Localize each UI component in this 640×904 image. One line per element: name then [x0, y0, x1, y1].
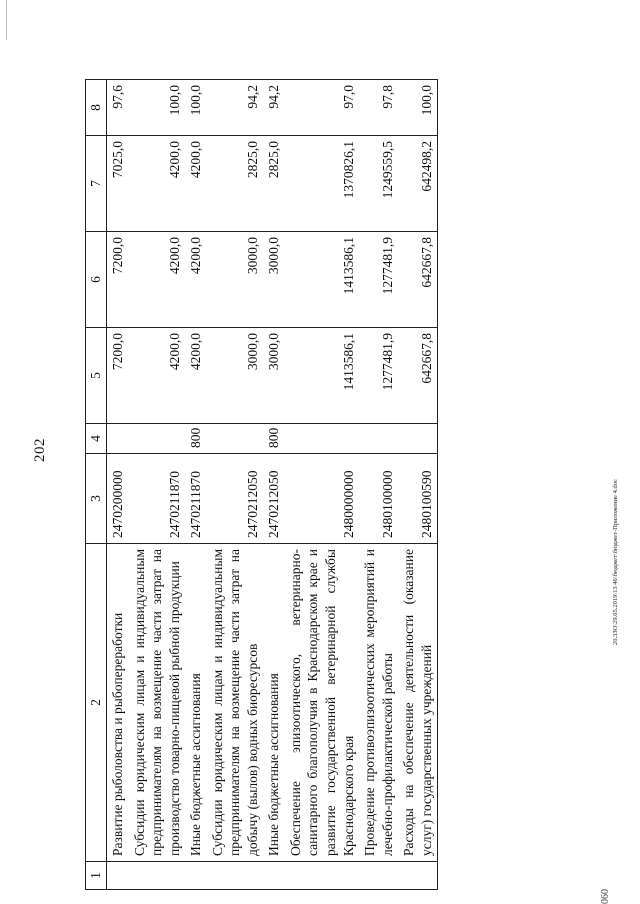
- code-cell: 2470211870: [185, 454, 207, 544]
- row-name-cell: Развитие рыболовства и рыбоперерaботки: [107, 544, 129, 862]
- approved-amount-cell: 1277481,9: [359, 328, 398, 424]
- code-cell: 2470212050: [207, 454, 264, 544]
- code-cell: 2480100590: [398, 454, 438, 544]
- row-name-cell: Субсидии юридическим лицам и индивидуальным предпринимателям на возмещение части затрат на добычу (вылов) водных биоресурсов: [207, 544, 264, 862]
- expense-type-cell: 800: [185, 424, 207, 454]
- code-cell: 2470212050: [263, 454, 285, 544]
- approved-amount-cell: 642667,8: [398, 328, 438, 424]
- column-header: 8: [86, 80, 107, 136]
- row-index-cell: [263, 862, 285, 890]
- column-header: 6: [86, 232, 107, 328]
- expense-type-cell: [207, 424, 264, 454]
- table-row: [107, 80, 129, 890]
- code-cell: 2470200000: [107, 454, 129, 544]
- page-number: 202: [32, 438, 48, 462]
- row-name-cell: Иные бюджетные ассигнования: [263, 544, 285, 862]
- executed-amount-cell: 4200,0: [129, 136, 186, 232]
- approved-amount-cell: 4200,0: [129, 328, 186, 424]
- column-header: 1: [86, 862, 107, 890]
- approved-amount-cell: 3000,0: [263, 328, 285, 424]
- percent-cell: 100,0: [398, 80, 438, 136]
- percent-cell: 97,8: [359, 80, 398, 136]
- row-name-cell: Проведение противоэпизоотических мероприятий и лечебно-профилактической работы: [359, 544, 398, 862]
- expense-type-cell: 800: [263, 424, 285, 454]
- table-row: [207, 80, 264, 890]
- table-row: [185, 80, 207, 890]
- code-cell: 2480000000: [285, 454, 359, 544]
- approved-amount-cell: 3000,0: [207, 328, 264, 424]
- expense-type-cell: [398, 424, 438, 454]
- code-cell: 2470211870: [129, 454, 186, 544]
- row-index-cell: [359, 862, 398, 890]
- executed-amount-cell: 1249559,5: [359, 136, 398, 232]
- refined-amount-cell: 3000,0: [263, 232, 285, 328]
- percent-cell: 94,2: [263, 80, 285, 136]
- expense-type-cell: [107, 424, 129, 454]
- refined-amount-cell: 4200,0: [129, 232, 186, 328]
- percent-cell: 97,6: [107, 80, 129, 136]
- header-row: [86, 80, 107, 890]
- budget-table: [85, 79, 438, 890]
- approved-amount-cell: 4200,0: [185, 328, 207, 424]
- percent-cell: 100,0: [185, 80, 207, 136]
- executed-amount-cell: 7025,0: [107, 136, 129, 232]
- table-row: [285, 80, 359, 890]
- footer-file-path: 20.3ЗО\29.05.2019\13 46\бюджет\бюджет-Приложение 4.doc: [612, 479, 619, 645]
- percent-cell: 97,0: [285, 80, 359, 136]
- refined-amount-cell: 1413586,1: [285, 232, 359, 328]
- column-header: 7: [86, 136, 107, 232]
- row-name-cell: Иные бюджетные ассигнования: [185, 544, 207, 862]
- row-index-cell: [107, 862, 129, 890]
- row-index-cell: [129, 862, 186, 890]
- row-name-cell: Расходы на обеспечение деятельности (оказание услуг) государственных учреждений: [398, 544, 438, 862]
- approved-amount-cell: 7200,0: [107, 328, 129, 424]
- column-header: 4: [86, 424, 107, 454]
- expense-type-cell: [285, 424, 359, 454]
- refined-amount-cell: 1277481,9: [359, 232, 398, 328]
- refined-amount-cell: 642667,8: [398, 232, 438, 328]
- corner-number: 060: [600, 889, 611, 904]
- executed-amount-cell: 642498,2: [398, 136, 438, 232]
- percent-cell: 94,2: [207, 80, 264, 136]
- refined-amount-cell: 4200,0: [185, 232, 207, 328]
- row-index-cell: [285, 862, 359, 890]
- expense-type-cell: [129, 424, 186, 454]
- column-header: 2: [86, 544, 107, 862]
- margin-line: [6, 0, 7, 40]
- table-row: [129, 80, 186, 890]
- row-name-cell: Субсидии юридическим лицам и индивидуальным предпринимателям на возмещение части затрат на производство товарно-пищевой рыбной продукции: [129, 544, 186, 862]
- executed-amount-cell: 2825,0: [263, 136, 285, 232]
- rotated-table-container: [85, 80, 605, 890]
- column-header: 5: [86, 328, 107, 424]
- column-header: 3: [86, 454, 107, 544]
- row-index-cell: [207, 862, 264, 890]
- code-cell: 2480100000: [359, 454, 398, 544]
- executed-amount-cell: 2825,0: [207, 136, 264, 232]
- executed-amount-cell: 4200,0: [185, 136, 207, 232]
- table-row: [359, 80, 398, 890]
- row-name-cell: Обеспечение эпизоотического, ветеринарно-санитарного благополучия в Краснодарском крае и развитие государственной ветеринарной службы Краснодарского края: [285, 544, 359, 862]
- refined-amount-cell: 7200,0: [107, 232, 129, 328]
- table-row: [263, 80, 285, 890]
- refined-amount-cell: 3000,0: [207, 232, 264, 328]
- approved-amount-cell: 1413586,1: [285, 328, 359, 424]
- row-index-cell: [185, 862, 207, 890]
- executed-amount-cell: 1370826,1: [285, 136, 359, 232]
- table-row: [398, 80, 438, 890]
- expense-type-cell: [359, 424, 398, 454]
- percent-cell: 100,0: [129, 80, 186, 136]
- row-index-cell: [398, 862, 438, 890]
